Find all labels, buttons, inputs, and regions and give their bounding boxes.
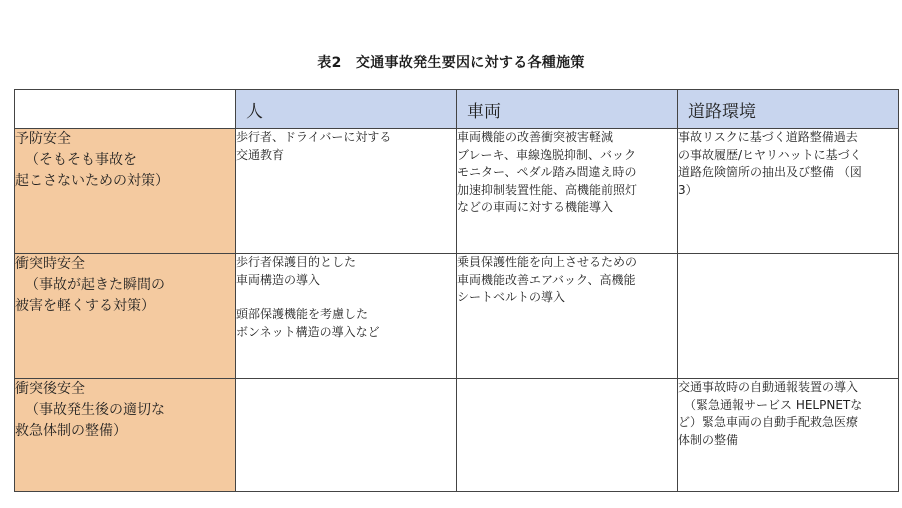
cell-text-line: 乗員保護性能を向上させるための bbox=[457, 255, 638, 269]
row-header-note: （事故発生後の適切な bbox=[25, 402, 165, 418]
table-row-collision-safety bbox=[15, 254, 899, 379]
row-header-title: 衝突後安全 bbox=[15, 381, 85, 397]
cell-preventive-person bbox=[236, 129, 457, 254]
cell-text-line: ど）緊急車両の自動手配救急医療 bbox=[678, 415, 859, 429]
cell-text-line: 交通教育 bbox=[236, 147, 285, 162]
row-header-title: 衝突時安全 bbox=[15, 256, 85, 272]
row-header-title: 予防安全 bbox=[15, 131, 71, 147]
cell-text-line: シートベルトの導入 bbox=[457, 290, 566, 304]
table-header-row bbox=[15, 90, 899, 129]
cell-text-line: 歩行者、ドライバーに対する bbox=[236, 130, 392, 144]
cell-text-line: 道路危険箇所の抽出及び整備 （図 bbox=[678, 165, 862, 179]
policy-table bbox=[14, 89, 899, 492]
row-header-note: （そもそも事故を bbox=[25, 152, 137, 168]
cell-collision-person bbox=[236, 254, 457, 379]
cell-text-line: モニター、ペダル踏み間違え時の bbox=[457, 165, 637, 179]
cell-preventive-vehicle bbox=[457, 129, 678, 254]
table-caption: 表2 交通事故発生要因に対する各種施策 bbox=[317, 55, 585, 71]
row-header-note: （事故が起きた瞬間の bbox=[25, 277, 165, 293]
row-header-collision-safety bbox=[15, 254, 236, 379]
cell-text-line: 体制の整備 bbox=[678, 432, 739, 447]
column-header-road-environment: 道路環境 bbox=[678, 90, 899, 129]
column-header-vehicle: 車両 bbox=[457, 90, 678, 129]
cell-text-line: 歩行者保護目的とした bbox=[236, 255, 357, 269]
cell-text-line: 頭部保護機能を考慮した bbox=[236, 307, 369, 321]
cell-text-line: の事故履歴/ヒヤリハットに基づく bbox=[678, 147, 862, 162]
table-corner-cell bbox=[15, 90, 236, 129]
row-header-preventive-safety bbox=[15, 129, 236, 254]
cell-text-line: などの車両に対する機能導入 bbox=[457, 200, 614, 214]
row-header-note: 救急体制の整備） bbox=[15, 423, 127, 439]
cell-post-collision-road-environment bbox=[678, 379, 899, 492]
row-header-note: 起こさないための対策） bbox=[15, 173, 169, 189]
cell-text-line: ボンネット構造の導入など bbox=[236, 324, 380, 339]
cell-text-line: 車両構造の導入 bbox=[236, 272, 321, 287]
cell-text-line: 車両機能改善エアバック、高機能 bbox=[457, 272, 636, 287]
cell-post-collision-vehicle bbox=[457, 379, 678, 492]
cell-text-line: 交通事故時の自動通報装置の導入 bbox=[678, 380, 859, 394]
cell-preventive-road-environment bbox=[678, 129, 899, 254]
cell-text-line: ブレーキ、車線逸脱抑制、バック bbox=[457, 147, 637, 162]
table-row-preventive-safety bbox=[15, 129, 899, 254]
cell-text-line: 車両機能の改善衝突被害軽減 bbox=[457, 130, 614, 144]
row-header-post-collision-safety bbox=[15, 379, 236, 492]
column-header-person: 人 bbox=[236, 90, 457, 129]
cell-collision-vehicle bbox=[457, 254, 678, 379]
cell-text-line: （緊急通報サービス HELPNETな bbox=[684, 397, 863, 412]
cell-text-line: 3） bbox=[678, 182, 698, 197]
cell-post-collision-person bbox=[236, 379, 457, 492]
cell-text-line: 加速抑制装置性能、高機能前照灯 bbox=[457, 182, 638, 197]
cell-spacer bbox=[236, 289, 456, 306]
table-row-post-collision-safety bbox=[15, 379, 899, 492]
cell-text-line: 事故リスクに基づく道路整備過去 bbox=[678, 130, 858, 144]
row-header-note: 被害を軽くする対策） bbox=[15, 298, 155, 314]
cell-collision-road-environment bbox=[678, 254, 899, 379]
